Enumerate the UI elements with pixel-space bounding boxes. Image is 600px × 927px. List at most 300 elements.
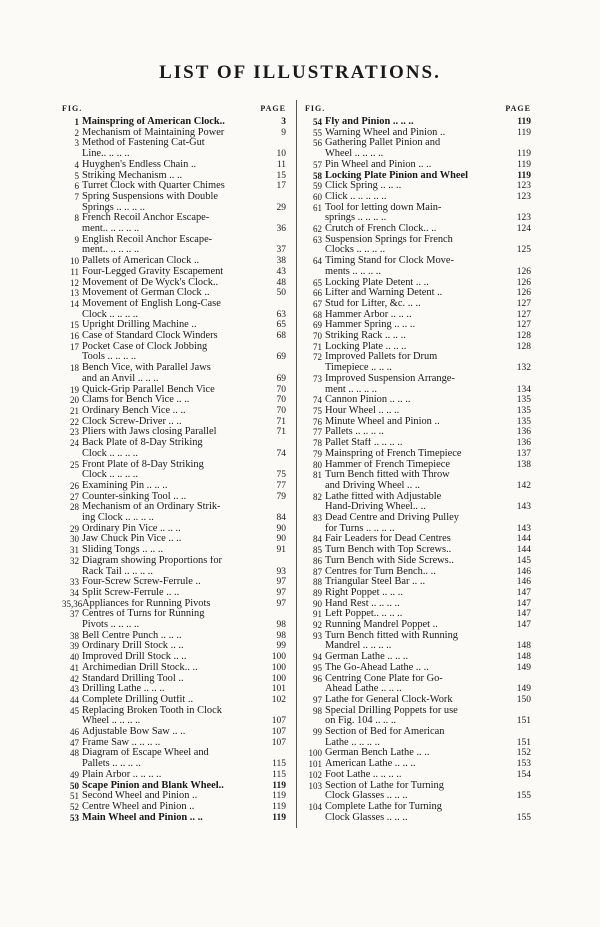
page-number: 100 (271, 673, 286, 684)
illustration-title: Back Plate of 8-Day Striking Clock .. .. .. .. (82, 438, 203, 459)
fig-number: 76 (313, 416, 322, 427)
page-number: 142 (516, 480, 531, 491)
page-number: 36 (276, 224, 286, 235)
illustration-title: Front Plate of 8-Day Striking Clock .. .. .. .. (82, 459, 204, 481)
illustration-entry (305, 278, 531, 289)
page-header: PAGE (260, 104, 286, 113)
fig-number: 41 (70, 662, 79, 673)
fig-number: 91 (313, 609, 322, 620)
illustration-title: German Bench Lathe .. .. (325, 748, 430, 759)
illustration-entry (305, 706, 531, 727)
page-number: 102 (271, 694, 286, 705)
illustration-entry (62, 385, 286, 396)
illustration-entry (62, 727, 286, 738)
page-header: PAGE (505, 104, 531, 113)
illustration-title: Improved Drill Stock .. .. (82, 652, 187, 663)
illustration-entry (62, 331, 286, 342)
illustration-entry (305, 567, 531, 578)
illustration-title: Main Wheel and Pinion .. .. (82, 812, 203, 823)
illustration-title: Foot Lathe .. .. .. .. (325, 769, 402, 780)
fig-number: 84 (313, 534, 322, 545)
fig-number: 39 (70, 641, 79, 652)
fig-number: 90 (313, 598, 322, 609)
page-number: 155 (516, 791, 531, 802)
illustration-title: Locking Plate Detent .. .. (325, 277, 429, 288)
page-number: 147 (516, 609, 531, 620)
illustration-title: Turn Bench with Top Screws.. (325, 545, 452, 556)
page-number: 69 (276, 373, 286, 384)
page-number: 97 (276, 598, 286, 609)
illustration-entry (62, 695, 286, 706)
page-number: 91 (276, 545, 286, 556)
illustration-entry (305, 663, 531, 674)
page-number: 151 (516, 716, 531, 727)
fig-number: 61 (313, 202, 322, 213)
illustration-title: Dead Centre and Driving Pulley for Turns .. .. .. .. (325, 513, 459, 534)
illustration-title: Clock Screw-Driver .. .. (82, 416, 182, 427)
illustration-title: Second Wheel and Pinion .. (82, 791, 198, 802)
illustration-title: Centring Cone Plate for Go- Ahead Lathe .. .. .. (325, 673, 443, 695)
fig-number: 65 (313, 277, 322, 288)
page-number: 155 (516, 812, 531, 823)
illustration-title: Hammer Spring .. .. .. (325, 320, 416, 331)
illustration-entry (305, 128, 531, 139)
illustration-entry (62, 288, 286, 299)
page-number: 151 (516, 737, 531, 748)
illustration-entry (305, 534, 531, 545)
illustration-entry (62, 342, 286, 363)
illustration-entry (305, 171, 531, 182)
fig-number: 78 (313, 438, 322, 449)
page-number: 77 (276, 480, 286, 491)
page-number: 119 (272, 780, 286, 791)
page-number: 50 (276, 288, 286, 299)
page-number: 10 (276, 149, 286, 160)
illustration-entry (305, 781, 531, 802)
fig-number: 45 (70, 705, 79, 716)
illustration-entry (62, 128, 286, 139)
fig-number: 43 (70, 684, 79, 695)
illustration-title: Improved Suspension Arrange- ment .. .. .. .. (325, 373, 455, 395)
page-number: 119 (272, 812, 286, 823)
illustration-title: Special Drilling Poppets for use on Fig. 104 .. .. .. (325, 705, 458, 727)
fig-number: 102 (308, 769, 322, 780)
illustration-entry (62, 588, 286, 599)
page-number: 147 (516, 598, 531, 609)
illustration-title: Complete Lathe for Turning Clock Glasses .. .. .. (325, 802, 442, 823)
fig-number: 11 (70, 266, 79, 277)
illustration-entry (305, 652, 531, 663)
illustration-title: Complete Drilling Outfit .. (82, 694, 194, 705)
fig-number: 95 (313, 662, 322, 673)
illustration-entry (305, 320, 531, 331)
page-number: 74 (276, 448, 286, 459)
illustration-title: Turn Bench with Side Screws.. (325, 555, 454, 566)
page-number: 136 (516, 427, 531, 438)
left-entries (62, 117, 286, 823)
illustration-title: Section of Bed for American Lathe .. .. .. .. (325, 727, 445, 748)
fig-number: 64 (313, 256, 322, 267)
illustration-title: Split Screw-Ferrule .. .. (82, 587, 180, 598)
illustration-title: Standard Drilling Tool .. (82, 673, 184, 684)
fig-number: 3 (74, 138, 79, 149)
illustration-title: Left Poppet.. .. .. .. (325, 609, 403, 620)
illustration-title: Pallets of American Clock .. (82, 256, 200, 267)
page-number: 29 (276, 202, 286, 213)
fig-number: 68 (313, 309, 322, 320)
illustration-title: German Lathe .. .. .. (325, 652, 409, 663)
illustration-entry (305, 224, 531, 235)
illustration-title: Triangular Steel Bar .. .. (325, 577, 426, 588)
page-number: 9 (281, 127, 286, 138)
fig-number: 103 (308, 780, 322, 791)
page-number: 43 (276, 266, 286, 277)
page-number: 119 (272, 802, 286, 812)
page-number: 153 (516, 759, 531, 770)
fig-number: 101 (308, 759, 322, 770)
page-number: 126 (516, 266, 531, 277)
illustration-title: Appliances for Running Pivots (82, 598, 211, 609)
illustration-entry (305, 492, 531, 513)
fig-number: 53 (70, 812, 79, 823)
page-number: 144 (516, 545, 531, 556)
illustration-entry (305, 256, 531, 277)
illustration-entry (305, 802, 531, 823)
illustration-entry (62, 738, 286, 749)
illustration-entry (62, 652, 286, 663)
illustration-title: Pin Wheel and Pinion .. .. (325, 159, 432, 170)
illustration-entry (305, 235, 531, 256)
illustration-title: Ordinary Pin Vice .. .. .. (82, 523, 181, 534)
illustration-entry (305, 460, 531, 471)
illustration-entry (305, 609, 531, 620)
illustration-title: Lathe fitted with Adjustable Hand-Driving Wheel.. .. (325, 491, 442, 513)
page-number: 150 (516, 694, 531, 705)
page-number: 107 (271, 716, 286, 727)
page-number: 107 (271, 737, 286, 748)
fig-number: 86 (313, 555, 322, 566)
page-number: 3 (281, 117, 286, 127)
illustration-title: Mechanism of an Ordinary Strik- ing Clock .. .. .. .. (82, 502, 221, 524)
fig-number: 89 (313, 587, 322, 598)
illustration-title: Four-Screw Screw-Ferrule .. (82, 577, 201, 588)
page-number: 17 (276, 181, 286, 192)
illustration-entry (305, 406, 531, 417)
page-number: 75 (276, 470, 286, 481)
page-number: 128 (516, 331, 531, 342)
fig-number: 56 (313, 138, 322, 149)
illustration-title: Bell Centre Punch .. .. .. (82, 630, 182, 641)
illustration-title: Clams for Bench Vice .. .. (82, 395, 190, 406)
page-number: 135 (516, 416, 531, 427)
illustration-title: Examining Pin .. .. .. (82, 480, 168, 491)
fig-number: 85 (313, 545, 322, 556)
fig-number: 29 (70, 523, 79, 534)
fig-number: 25 (70, 459, 79, 470)
page-number: 97 (276, 587, 286, 598)
illustration-title: Crutch of French Clock.. .. (325, 224, 437, 235)
illustration-title: Running Mandrel Poppet .. (325, 620, 438, 631)
page-number: 146 (516, 566, 531, 577)
illustration-entry (62, 117, 286, 128)
fig-number: 66 (313, 288, 322, 299)
fig-number: 13 (70, 288, 79, 299)
illustration-title: Hammer Arbor .. .. .. (325, 309, 412, 320)
page-number: 107 (271, 727, 286, 738)
illustration-title: Hour Wheel .. .. .. (325, 405, 400, 416)
illustration-entry (62, 599, 286, 610)
illustration-title: Huyghen's Endless Chain .. (82, 159, 197, 170)
fig-number: 99 (313, 727, 322, 738)
fig-number: 58 (313, 170, 322, 181)
fig-number: 26 (70, 480, 79, 491)
illustration-entry (62, 460, 286, 481)
illustration-title: Mechanism of Maintaining Power (82, 127, 225, 138)
illustration-entry (62, 663, 286, 674)
fig-number: 22 (70, 416, 79, 427)
fig-number: 15 (70, 320, 79, 331)
illustration-title: Locking Plate .. .. .. (325, 341, 407, 352)
illustration-entry (305, 192, 531, 203)
fig-number: 67 (313, 298, 322, 309)
fig-number: 92 (313, 620, 322, 631)
illustration-title: Minute Wheel and Pinion .. (325, 416, 440, 427)
fig-number: 94 (313, 652, 322, 663)
page-number: 119 (517, 127, 531, 138)
illustration-title: Archimedian Drill Stock.. .. (82, 662, 198, 673)
page-number: 127 (516, 298, 531, 309)
illustration-title: Movement of De Wyck's Clock.. (82, 277, 219, 288)
illustration-entry (305, 138, 531, 159)
illustration-entry (305, 299, 531, 310)
illustration-entry (62, 577, 286, 588)
page-number: 126 (516, 277, 531, 288)
fig-number: 83 (313, 513, 322, 524)
fig-number: 19 (70, 384, 79, 395)
fig-number: 80 (313, 459, 322, 470)
page-number: 154 (516, 769, 531, 780)
illustration-title: Stud for Lifter, &c. .. .. (325, 298, 421, 309)
illustration-title: Spring Suspensions with Double Springs .. .. .. .. (82, 191, 218, 213)
page-number: 38 (276, 256, 286, 267)
illustration-entry (62, 524, 286, 535)
fig-number: 87 (313, 566, 322, 577)
illustration-entry (62, 213, 286, 234)
page-number: 128 (516, 341, 531, 352)
fig-number: 5 (74, 170, 79, 181)
fig-number: 74 (313, 395, 322, 406)
illustration-title: American Lathe .. .. .. (325, 759, 416, 770)
page-number: 135 (516, 395, 531, 406)
illustration-entry (305, 438, 531, 449)
page-number: 90 (276, 534, 286, 545)
illustration-entry (62, 684, 286, 695)
page-number: 119 (517, 159, 531, 170)
illustration-entry (305, 770, 531, 781)
page-number: 63 (276, 309, 286, 320)
illustration-entry (62, 534, 286, 545)
illustration-entry (62, 363, 286, 384)
illustration-entry (305, 117, 531, 128)
illustration-title: Locking Plate Pinion and Wheel (325, 170, 468, 181)
page-number: 134 (516, 384, 531, 395)
page-number: 143 (516, 523, 531, 534)
illustration-entry (305, 310, 531, 321)
fig-number: 57 (313, 159, 322, 170)
illustration-title: Pocket Case of Clock Jobbing Tools .. .. .. .. (82, 341, 208, 363)
fig-number: 60 (313, 191, 322, 202)
page-number: 123 (516, 191, 531, 202)
right-column (305, 104, 531, 823)
illustration-title: Turret Clock with Quarter Chimes (82, 181, 225, 192)
illustration-entry (62, 299, 286, 320)
illustration-title: Gathering Pallet Pinion and Wheel .. .. .. .. (325, 138, 441, 160)
illustration-title: Section of Lathe for Turning Clock Glasses .. .. .. (325, 780, 444, 802)
fig-number: 32 (70, 555, 79, 566)
illustration-entry (62, 267, 286, 278)
fig-number: 34 (70, 587, 79, 598)
illustration-entry (305, 352, 531, 373)
illustration-entry (305, 470, 531, 491)
illustration-entry (62, 545, 286, 556)
page-number: 93 (276, 566, 286, 577)
page-number: 127 (516, 320, 531, 331)
page-number: 137 (516, 448, 531, 459)
illustration-title: Counter-sinking Tool .. .. (82, 491, 187, 502)
fig-number: 82 (313, 491, 322, 502)
fig-number: 88 (313, 577, 322, 588)
illustration-entry (62, 781, 286, 792)
illustration-entry (305, 449, 531, 460)
illustration-title: Suspension Springs for French Clocks .. .. .. .. (325, 234, 453, 256)
illustration-title: Mainspring of French Timepiece (325, 448, 462, 459)
illustration-entry (305, 695, 531, 706)
fig-number: 12 (70, 277, 79, 288)
fig-number: 100 (308, 748, 322, 759)
fig-number: 9 (74, 234, 79, 245)
illustration-title: Centres for Turn Bench.. .. (325, 566, 436, 577)
page-number: 69 (276, 352, 286, 363)
fig-number: 55 (313, 127, 322, 138)
illustration-entry (62, 641, 286, 652)
illustration-title: Frame Saw .. .. .. .. (82, 737, 161, 748)
illustration-entry (62, 706, 286, 727)
page-number: 149 (516, 662, 531, 673)
page-number: 97 (276, 577, 286, 588)
page-number: 99 (276, 641, 286, 652)
illustration-title: Turn Bench fitted with Running Mandrel .. .. .. .. (325, 630, 458, 652)
illustration-entry (305, 674, 531, 695)
fig-number: 59 (313, 181, 322, 192)
page-number: 68 (276, 331, 286, 342)
fig-number: 97 (313, 694, 322, 705)
fig-number: 62 (313, 224, 322, 235)
illustration-title: Ordinary Drill Stock .. .. (82, 641, 184, 652)
page-number: 119 (272, 791, 286, 802)
illustration-entry (62, 138, 286, 159)
illustration-title: Centres of Turns for Running Pivots .. .. .. .. (82, 609, 205, 631)
illustration-title: The Go-Ahead Lathe .. .. (325, 662, 429, 673)
illustration-entry (62, 395, 286, 406)
fig-number: 35,36 (62, 598, 83, 609)
illustration-entry (62, 556, 286, 577)
fig-number: 71 (313, 341, 322, 352)
illustration-entry (62, 406, 286, 417)
illustration-entry (62, 791, 286, 802)
illustration-entry (305, 620, 531, 631)
fig-number: 1 (74, 117, 79, 127)
illustration-entry (62, 802, 286, 813)
illustration-title: Right Poppet .. .. .. (325, 587, 403, 598)
illustration-title: Pliers with Jaws closing Parallel (82, 427, 217, 438)
illustration-title: Click Spring .. .. .. (325, 181, 402, 192)
fig-number: 28 (70, 502, 79, 513)
page-number: 79 (276, 491, 286, 502)
page-number: 146 (516, 577, 531, 588)
illustration-entry (62, 770, 286, 781)
fig-number: 54 (313, 117, 322, 127)
page-number: 37 (276, 245, 286, 256)
illustration-entry (62, 631, 286, 642)
page-number: 125 (516, 245, 531, 256)
illustration-entry (305, 545, 531, 556)
illustration-entry (62, 181, 286, 192)
illustration-title: Improved Pallets for Drum Timepiece .. .. .. (325, 352, 438, 374)
illustration-entry (305, 395, 531, 406)
illustration-title: Jaw Chuck Pin Vice .. .. (82, 534, 182, 545)
illustration-title: Hammer of French Timepiece (325, 459, 450, 470)
page-number: 90 (276, 523, 286, 534)
right-column-header (305, 104, 531, 114)
illustration-entry (62, 674, 286, 685)
fig-number: 31 (70, 545, 79, 556)
fig-number: 72 (313, 352, 322, 363)
illustration-entry (305, 588, 531, 599)
page-number: 48 (276, 277, 286, 288)
page-number: 115 (272, 769, 286, 780)
page-number: 148 (516, 652, 531, 663)
fig-number: 8 (74, 213, 79, 224)
illustration-title: Lathe for General Clock-Work (325, 694, 453, 705)
page-number: 100 (271, 662, 286, 673)
illustration-entry (62, 235, 286, 256)
fig-header: FIG. (305, 104, 326, 113)
illustration-title: Pallet Staff .. .. .. .. (325, 438, 403, 449)
illustration-entry (62, 160, 286, 171)
illustration-title: Adjustable Bow Saw .. .. (82, 727, 186, 738)
illustration-title: English Recoil Anchor Escape- ment.. .. .. .. .. (82, 234, 213, 256)
illustration-title: French Recoil Anchor Escape- ment.. .. .. .. .. (82, 213, 210, 235)
illustration-entry (305, 513, 531, 534)
illustration-title: Plain Arbor .. .. .. .. (82, 769, 162, 780)
illustration-title: Quick-Grip Parallel Bench Vice (82, 384, 215, 395)
illustration-entry (305, 181, 531, 192)
illustration-title: Diagram of Escape Wheel and Pallets .. .. .. .. (82, 748, 209, 770)
illustration-title: Mainspring of American Clock.. (82, 117, 225, 127)
illustration-entry (62, 492, 286, 503)
fig-number: 40 (70, 652, 79, 663)
page-number: 98 (276, 620, 286, 631)
illustration-entry (62, 417, 286, 428)
page-number: 135 (516, 405, 531, 416)
page-number: 70 (276, 384, 286, 395)
fig-number: 98 (313, 705, 322, 716)
illustration-title: Centre Wheel and Pinion .. (82, 802, 195, 812)
left-column (62, 104, 286, 823)
fig-number: 48 (70, 748, 79, 759)
illustration-title: Movement of English Long-Case Clock .. .. .. .. (82, 298, 221, 320)
page-number: 124 (516, 224, 531, 235)
